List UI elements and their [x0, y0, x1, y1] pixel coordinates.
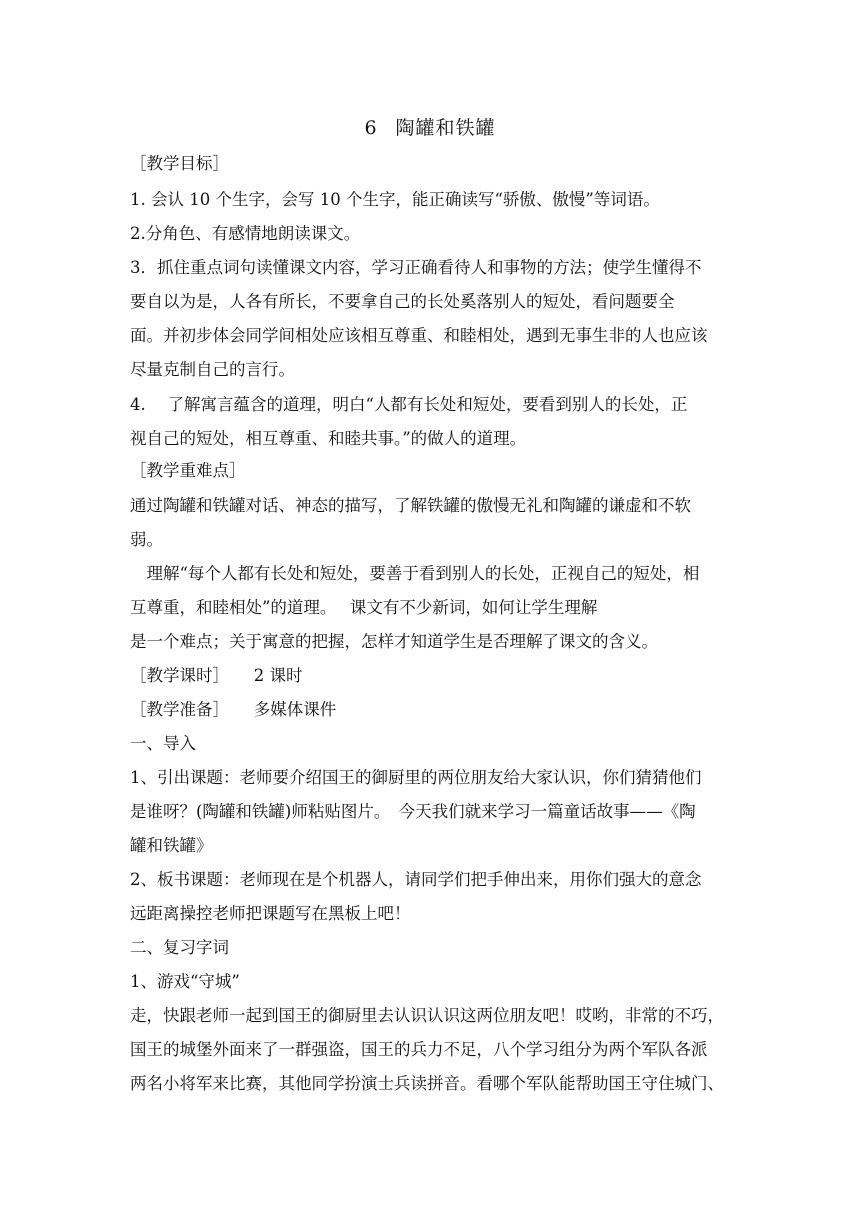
- introduction-1-line-3: 罐和铁罐》: [130, 836, 213, 855]
- introduction-1-line-1: 1、引出课题：老师要介绍国王的御厨里的两位朋友给大家认识，你们猜猜他们: [130, 768, 702, 787]
- objective-4-line-2: 视自己的短处，相互尊重、和睦共事。”的做人的道理。: [130, 429, 527, 448]
- teaching-preparation: ［教学准备］ 多媒体课件: [130, 700, 337, 719]
- objective-3-line-1: 3．抓住重点词句读懂课文内容，学习正确看待人和事物的方法；使学生懂得不: [130, 258, 702, 277]
- key-points-line-5: 是一个难点；关于寓意的把握，怎样才知道学生是否理解了课文的含义。: [130, 632, 658, 651]
- introduction-1-line-2: 是谁呀？(陶罐和铁罐)师粘贴图片。 今天我们就来学习一篇童话故事——《陶: [130, 802, 696, 821]
- key-points-line-2: 弱。: [130, 530, 163, 549]
- introduction-2-line-2: 远距离操控老师把课题写在黑板上吧！: [130, 904, 411, 923]
- section-heading-key-points: ［教学重难点］: [130, 461, 246, 480]
- review-game-title: 1、游戏“守城”: [130, 972, 240, 991]
- review-game-line-3: 两名小将军来比赛，其他同学扮演士兵读拼音。看哪个军队能帮助国王守住城门、: [130, 1074, 724, 1093]
- section-heading-objectives: ［教学目标］: [130, 154, 229, 173]
- objective-1: 1. 会认 10 个生字，会写 10 个生字，能正确读写“骄傲、傲慢”等词语。: [130, 190, 660, 209]
- review-game-line-2: 国王的城堡外面来了一群强盗，国王的兵力不足，八个学习组分为两个军队各派: [130, 1040, 708, 1059]
- objective-2: 2.分角色、有感情地朗读课文。: [130, 224, 361, 243]
- objective-4-line-1: 4. 了解寓言蕴含的道理，明白“人都有长处和短处，要看到别人的长处，正: [130, 395, 688, 414]
- key-points-line-4: 互尊重，和睦相处”的道理。 课文有不少新词，如何让学生理解: [130, 598, 598, 617]
- review-game-line-1: 走，快跟老师一起到国王的御厨里去认识认识这两位朋友吧！哎哟，非常的不巧，: [130, 1006, 724, 1025]
- lesson-number: 6: [364, 117, 378, 139]
- section-heading-review: 二、复习字词: [130, 938, 229, 957]
- section-heading-introduction: 一、导入: [130, 734, 196, 753]
- introduction-2-line-1: 2、板书课题：老师现在是个机器人，请同学们把手伸出来，用你们强大的意念: [130, 870, 702, 889]
- objective-3-line-4: 尽量克制自己的言行。: [130, 360, 295, 379]
- key-points-line-1: 通过陶罐和铁罐对话、神态的描写，了解铁罐的傲慢无礼和陶罐的谦虚和不软: [130, 496, 691, 515]
- class-hours: ［教学课时］ 2 课时: [130, 666, 303, 685]
- objective-3-line-3: 面。并初步体会同学间相处应该相互尊重、和睦相处，遇到无事生非的人也应该: [130, 326, 708, 345]
- key-points-line-3: 理解“每个人都有长处和短处，要善于看到别人的长处，正视自己的短处，相: [130, 564, 700, 583]
- lesson-title-text: 陶罐和铁罐: [395, 117, 496, 139]
- objective-3-line-2: 要自以为是，人各有所长，不要拿自己的长处奚落别人的短处，看问题要全: [130, 292, 675, 311]
- lesson-title: [0, 114, 860, 142]
